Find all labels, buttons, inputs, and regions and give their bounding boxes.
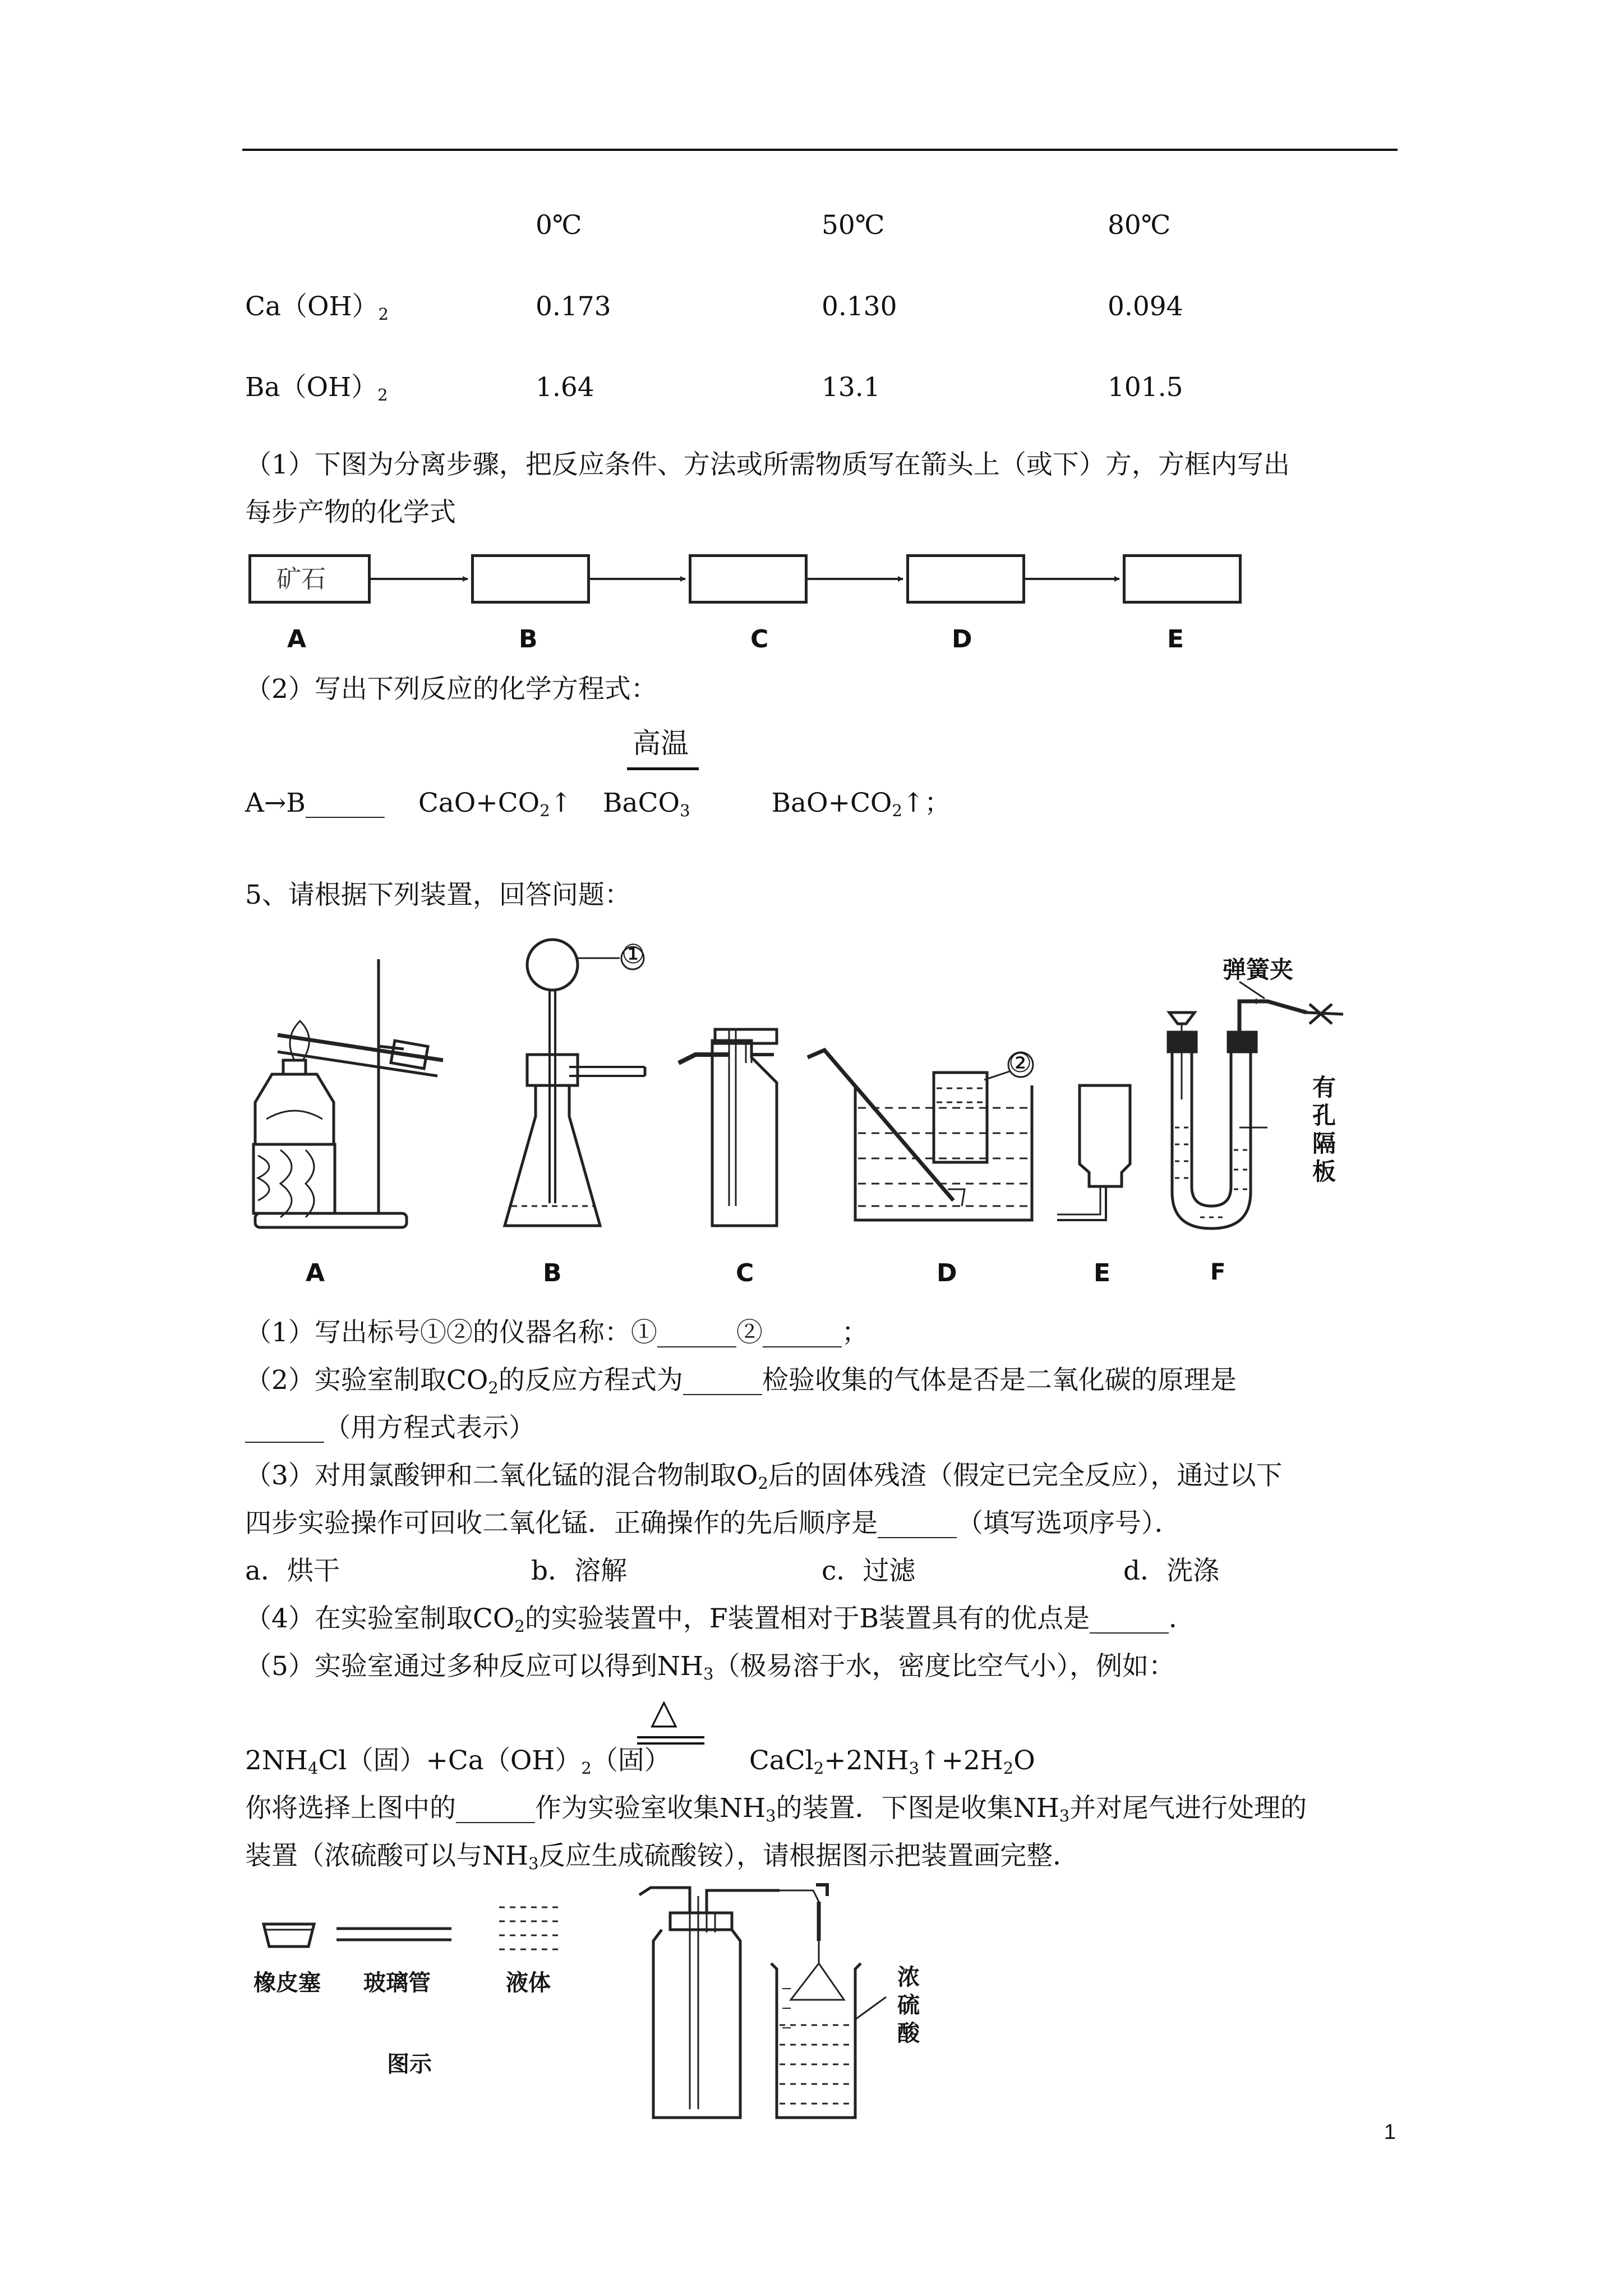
q4-part1-line2: 每步产物的化学式: [245, 497, 456, 528]
q5-s6: 你将选择上图中的______作为实验室收集$NH_3$的装置．下图是收集$NH_3$并对尾气进行处理的: [245, 1793, 1307, 1825]
table-cell: 101.5: [1108, 372, 1183, 403]
header-rule: [242, 149, 1398, 151]
option-b: b．溶解: [531, 1556, 628, 1586]
page-number: 1: [1384, 2120, 1396, 2144]
plate-char: 孔: [1312, 1102, 1336, 1129]
apparatus-label-a: A: [306, 1259, 325, 1287]
rubber-stopper-icon: [264, 1924, 314, 1947]
eq-bao: $BaO+CO_2↑$；: [771, 788, 951, 820]
q4-part1-line1: （1）下图为分离步骤，把反应条件、方法或所需物质写在箭头上（或下）方，方框内写出: [245, 449, 1290, 480]
apparatus-d: [808, 1050, 1033, 1220]
flow-label-d: D: [952, 625, 972, 654]
table-header-80: 80℃: [1108, 210, 1171, 241]
apparatus-label-f: F: [1210, 1259, 1226, 1285]
legend-liquid: 液体: [506, 1970, 551, 1996]
q4-part2: （2）写出下列反应的化学方程式：: [245, 674, 657, 705]
flow-box-e: [1123, 554, 1242, 604]
flow-box-b: [471, 554, 590, 604]
heat-bar: [637, 1742, 704, 1745]
q5-s3-line2: 四步实验操作可回收二氧化锰．正确操作的先后顺序是______（填写选项序号）．: [245, 1508, 1181, 1539]
flow-box-a: [248, 554, 371, 604]
flow-label-a: A: [287, 625, 307, 654]
table-header-0: 0℃: [536, 210, 582, 241]
q5-s4: （4）在实验室制取$CO_2$的实验装置中，F装置相对于B装置具有的优点是______．: [245, 1603, 1196, 1636]
acid-char: 酸: [897, 2021, 920, 2046]
q5-s1: （1）写出标号①②的仪器名称：①______②______；: [245, 1317, 868, 1348]
plate-char: 有: [1312, 1074, 1336, 1101]
table-cell: 13.1: [822, 372, 880, 403]
heat-symbol: △: [651, 1691, 677, 1732]
equation-line: [245, 790, 951, 819]
spring-clip-label: 弹簧夹: [1223, 956, 1294, 983]
q5-s2-line2: ______（用方程式表示）: [245, 1412, 535, 1443]
apparatus-c: [679, 1029, 777, 1226]
eq-cao: $CaO+CO_2↑$: [418, 788, 573, 820]
apparatus-b: [505, 940, 645, 1226]
apparatus-label-b: B: [543, 1259, 562, 1287]
apparatus-label-c: C: [736, 1259, 754, 1287]
collection-bottle: [639, 1885, 827, 2118]
option-c: c．过滤: [822, 1556, 916, 1586]
table-cell: 0.130: [822, 291, 897, 322]
flow-label-e: E: [1167, 625, 1184, 654]
flow-label-b: B: [519, 625, 538, 654]
table-cell: 0.094: [1108, 291, 1183, 322]
condition-bar: [627, 767, 699, 770]
option-a: a．烘干: [245, 1556, 340, 1586]
flow-label-c: C: [750, 625, 769, 654]
plate-char: 隔: [1312, 1130, 1336, 1157]
liquid-icon: [499, 1907, 561, 1949]
apparatus-label-d: D: [937, 1259, 957, 1287]
q5-s5: （5）实验室通过多种反应可以得到$NH_3$（极易溶于水，密度比空气小），例如：: [245, 1651, 1175, 1683]
table-header-50: 50℃: [822, 210, 885, 241]
legend-glass-tube: 玻璃管: [363, 1970, 431, 1996]
apparatus-a: [253, 959, 443, 1227]
marker-2: ②: [1008, 1048, 1032, 1079]
plate-char: 板: [1312, 1158, 1336, 1185]
beaker-with-acid: [771, 1941, 886, 2118]
glass-tube-icon: [336, 1929, 451, 1940]
flow-box-d: [906, 554, 1025, 604]
table-cell: 0.173: [536, 291, 611, 322]
legend-title: 图示: [387, 2051, 432, 2077]
table-row-label: $Ba(OH)_2$: [245, 372, 388, 404]
acid-char: 硫: [897, 1993, 920, 2018]
q5-title: 5、请根据下列装置，回答问题：: [245, 880, 631, 910]
nh3-equation: $2NH_4Cl$（固）$+Ca(OH)_2$（固） $CaCl_2+2NH_3↑+2H_2O$: [245, 1745, 1035, 1778]
acid-char: 浓: [897, 1964, 920, 1990]
condition-high-temp: 高温: [633, 727, 689, 760]
heat-bar: [637, 1736, 704, 1738]
apparatus-e: [1057, 1085, 1130, 1220]
q5-s3: （3）对用氯酸钾和二氧化锰的混合物制取$O_2$后的固体残渣（假定已完全反应），通过以下: [245, 1460, 1283, 1493]
table-row-label: $Ca(OH)_2$: [245, 291, 389, 324]
eq-a-to-b: A→B______: [245, 788, 385, 818]
flow-box-a-text: 矿石: [276, 565, 326, 593]
legend-rubber-stopper: 橡皮塞: [253, 1970, 321, 1996]
option-d: d．洗涤: [1123, 1556, 1220, 1586]
q5-s7: 装置（浓硫酸可以与$NH_3$反应生成硫酸铵），请根据图示把装置画完整．: [245, 1841, 1080, 1873]
flow-box-c: [689, 554, 808, 604]
eq-baco3: BaCO$_3$: [603, 788, 690, 820]
table-cell: 1.64: [536, 372, 594, 403]
apparatus-label-e: E: [1094, 1259, 1111, 1287]
marker-1: ①: [621, 939, 645, 970]
q5-s2: （2）实验室制取$CO_2$的反应方程式为______检验收集的气体是否是二氧化碳的原理是: [245, 1365, 1237, 1397]
